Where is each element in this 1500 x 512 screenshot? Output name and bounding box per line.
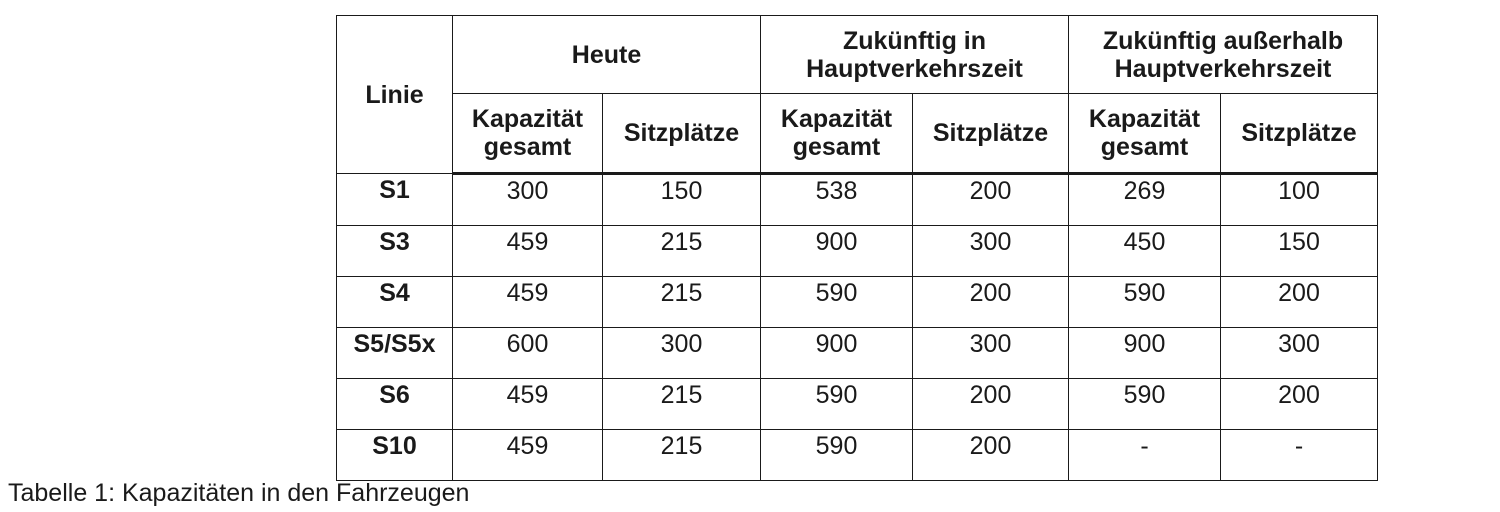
value-cell: 200 bbox=[913, 174, 1069, 226]
table-row bbox=[337, 226, 1378, 277]
value-cell: 590 bbox=[761, 379, 913, 430]
value-cell: 590 bbox=[1069, 277, 1221, 328]
value-cell: 215 bbox=[603, 277, 761, 328]
value-cell: 150 bbox=[1221, 226, 1378, 277]
value-cell: 590 bbox=[761, 430, 913, 481]
header-seats: Sitzplätze bbox=[603, 94, 761, 174]
line-cell: S3 bbox=[337, 226, 453, 277]
value-cell: 900 bbox=[1069, 328, 1221, 379]
value-cell: 215 bbox=[603, 226, 761, 277]
value-cell: 200 bbox=[913, 379, 1069, 430]
line-cell: S1 bbox=[337, 174, 453, 226]
header-seats: Sitzplätze bbox=[913, 94, 1069, 174]
header-capacity: Kapazität gesamt bbox=[1069, 94, 1221, 174]
table-row bbox=[337, 430, 1378, 481]
value-cell: 538 bbox=[761, 174, 913, 226]
value-cell: 300 bbox=[913, 328, 1069, 379]
value-cell: 200 bbox=[913, 277, 1069, 328]
capacity-table bbox=[336, 15, 1378, 481]
value-cell: 215 bbox=[603, 430, 761, 481]
value-cell: 600 bbox=[453, 328, 603, 379]
header-capacity: Kapazität gesamt bbox=[761, 94, 913, 174]
table-row bbox=[337, 379, 1378, 430]
value-cell: 150 bbox=[603, 174, 761, 226]
value-cell: 900 bbox=[761, 328, 913, 379]
header-row-groups bbox=[337, 16, 1378, 94]
header-group-today: Heute bbox=[453, 16, 761, 94]
line-cell: S5/S5x bbox=[337, 328, 453, 379]
table-row bbox=[337, 174, 1378, 226]
line-cell: S4 bbox=[337, 277, 453, 328]
header-capacity: Kapazität gesamt bbox=[453, 94, 603, 174]
line-cell: S6 bbox=[337, 379, 453, 430]
header-line: Linie bbox=[337, 16, 453, 174]
value-cell: 590 bbox=[1069, 379, 1221, 430]
value-cell: 300 bbox=[453, 174, 603, 226]
value-cell: 900 bbox=[761, 226, 913, 277]
value-cell: 300 bbox=[603, 328, 761, 379]
header-group-future-peak: Zukünftig in Hauptverkehrszeit bbox=[761, 16, 1069, 94]
value-cell: 100 bbox=[1221, 174, 1378, 226]
value-cell: 300 bbox=[1221, 328, 1378, 379]
value-cell: 200 bbox=[1221, 379, 1378, 430]
value-cell: 200 bbox=[913, 430, 1069, 481]
value-cell: 459 bbox=[453, 277, 603, 328]
value-cell: 590 bbox=[761, 277, 913, 328]
value-cell: 200 bbox=[1221, 277, 1378, 328]
value-cell: 215 bbox=[603, 379, 761, 430]
value-cell: 269 bbox=[1069, 174, 1221, 226]
value-cell: - bbox=[1221, 430, 1378, 481]
header-row-sub bbox=[337, 94, 1378, 174]
line-cell: S10 bbox=[337, 430, 453, 481]
value-cell: 459 bbox=[453, 226, 603, 277]
table-caption: Tabelle 1: Kapazitäten in den Fahrzeugen bbox=[8, 479, 470, 507]
value-cell: 300 bbox=[913, 226, 1069, 277]
value-cell: 459 bbox=[453, 379, 603, 430]
header-group-future-offpeak: Zukünftig außerhalb Hauptverkehrszeit bbox=[1069, 16, 1378, 94]
header-seats: Sitzplätze bbox=[1221, 94, 1378, 174]
value-cell: - bbox=[1069, 430, 1221, 481]
table-row bbox=[337, 277, 1378, 328]
value-cell: 450 bbox=[1069, 226, 1221, 277]
value-cell: 459 bbox=[453, 430, 603, 481]
table-row bbox=[337, 328, 1378, 379]
